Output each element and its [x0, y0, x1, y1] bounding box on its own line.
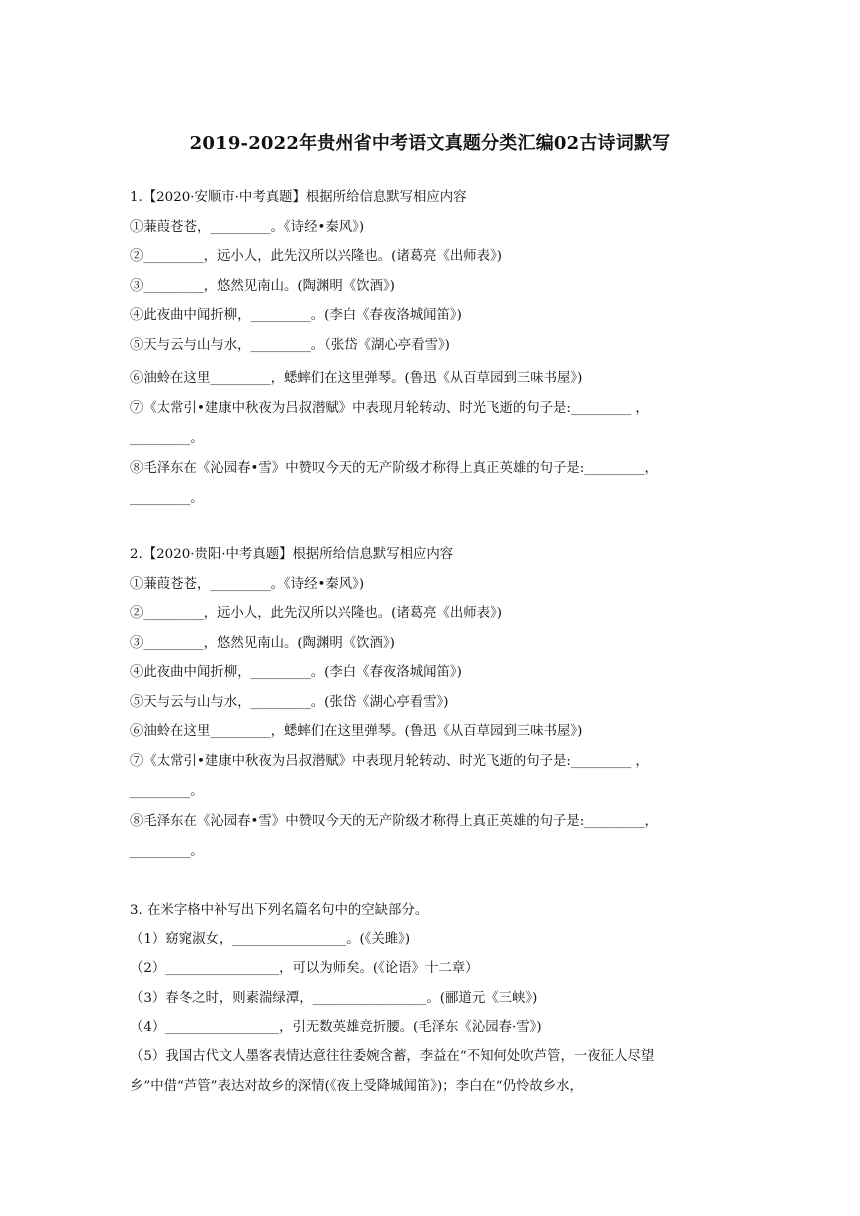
q1-item-7-continued: _________。 — [130, 431, 204, 446]
question-2-heading: 2.【2020·贵阳·中考真题】根据所给信息默写相应内容 — [130, 547, 454, 562]
q3-item-3: （3）春冬之时，则素湍绿潭，_________________。(郦道元《三峡》) — [130, 991, 538, 1006]
q3-item-2: （2）_________________，可以为师矣。(《论语》十二章） — [130, 961, 479, 976]
q1-item-5: ⑤天与云与山与水，_________。（张岱《湖心亭看雪》) — [130, 338, 450, 353]
q1-item-2: ②_________，远小人，此先汉所以兴隆也。(诸葛亮《出师表》) — [130, 249, 502, 264]
q1-item-3: ③_________，悠然见南山。(陶渊明《饮酒》) — [130, 279, 395, 294]
q2-item-7: ⑦《太常引•建康中秋夜为吕叔潜赋》中表现月轮转动、时光飞逝的句子是:_________ ， — [130, 754, 649, 769]
q2-item-8-continued: _________。 — [130, 844, 204, 859]
q1-item-4: ④此夜曲中闻折柳，_________。(李白《春夜洛城闻笛》) — [130, 308, 462, 323]
question-3-heading: 3. 在米字格中补写出下列名篇名句中的空缺部分。 — [130, 903, 429, 918]
q1-item-8-continued: _________。 — [130, 491, 204, 506]
q3-item-4: （4）_________________，引无数英雄竞折腰。(毛泽东《沁园春·雪》) — [130, 1020, 542, 1035]
q1-item-8: ⑧毛泽东在《沁园春•雪》中赞叹今天的无产阶级才称得上真正英雄的句子是:_________， — [130, 461, 658, 476]
q1-item-7: ⑦《太常引•建康中秋夜为吕叔潜赋》中表现月轮转动、时光飞逝的句子是:_________ ， — [130, 401, 649, 416]
q1-item-1: ①蒹葭苍苍，_________。《诗经•秦风》) — [130, 220, 365, 235]
q3-item-5-continued: 乡”中借“芦管”表达对故乡的深情(《夜上受降城闻笛》)；李白在“仍怜故乡水， — [130, 1079, 583, 1094]
q2-item-6: ⑥油蛉在这里_________，蟋蟀们在这里弹琴。(鲁迅《从百草园到三味书屋》) — [130, 724, 583, 739]
question-1-heading: 1.【2020·安顺市·中考真题】根据所给信息默写相应内容 — [130, 190, 467, 205]
q2-item-2: ②_________，远小人，此先汉所以兴隆也。(诸葛亮《出师表》) — [130, 606, 502, 621]
q3-item-1: （1）窈窕淑女，_________________。(《关雎》) — [130, 932, 411, 947]
q3-item-5: （5）我国古代文人墨客表情达意往往委婉含蓄，李益在“不知何处吹芦管，一夜征人尽望 — [130, 1049, 655, 1064]
q1-item-6: ⑥油蛉在这里_________，蟋蟀们在这里弹琴。(鲁迅《从百草园到三味书屋》) — [130, 371, 583, 386]
q2-item-5: ⑤天与云与山与水，_________。(张岱《湖心亭看雪》) — [130, 695, 449, 710]
q2-item-4: ④此夜曲中闻折柳，_________。(李白《春夜洛城闻笛》) — [130, 665, 462, 680]
q2-item-7-continued: _________。 — [130, 784, 204, 799]
document-title: 2019-2022年贵州省中考语文真题分类汇编02古诗词默写 — [189, 133, 671, 154]
q2-item-3: ③_________，悠然见南山。(陶渊明《饮酒》) — [130, 636, 395, 651]
q2-item-8: ⑧毛泽东在《沁园春•雪》中赞叹今天的无产阶级才称得上真正英雄的句子是:_________， — [130, 814, 658, 829]
q2-item-1: ①蒹葭苍苍，_________。《诗经•秦风》) — [130, 577, 365, 592]
